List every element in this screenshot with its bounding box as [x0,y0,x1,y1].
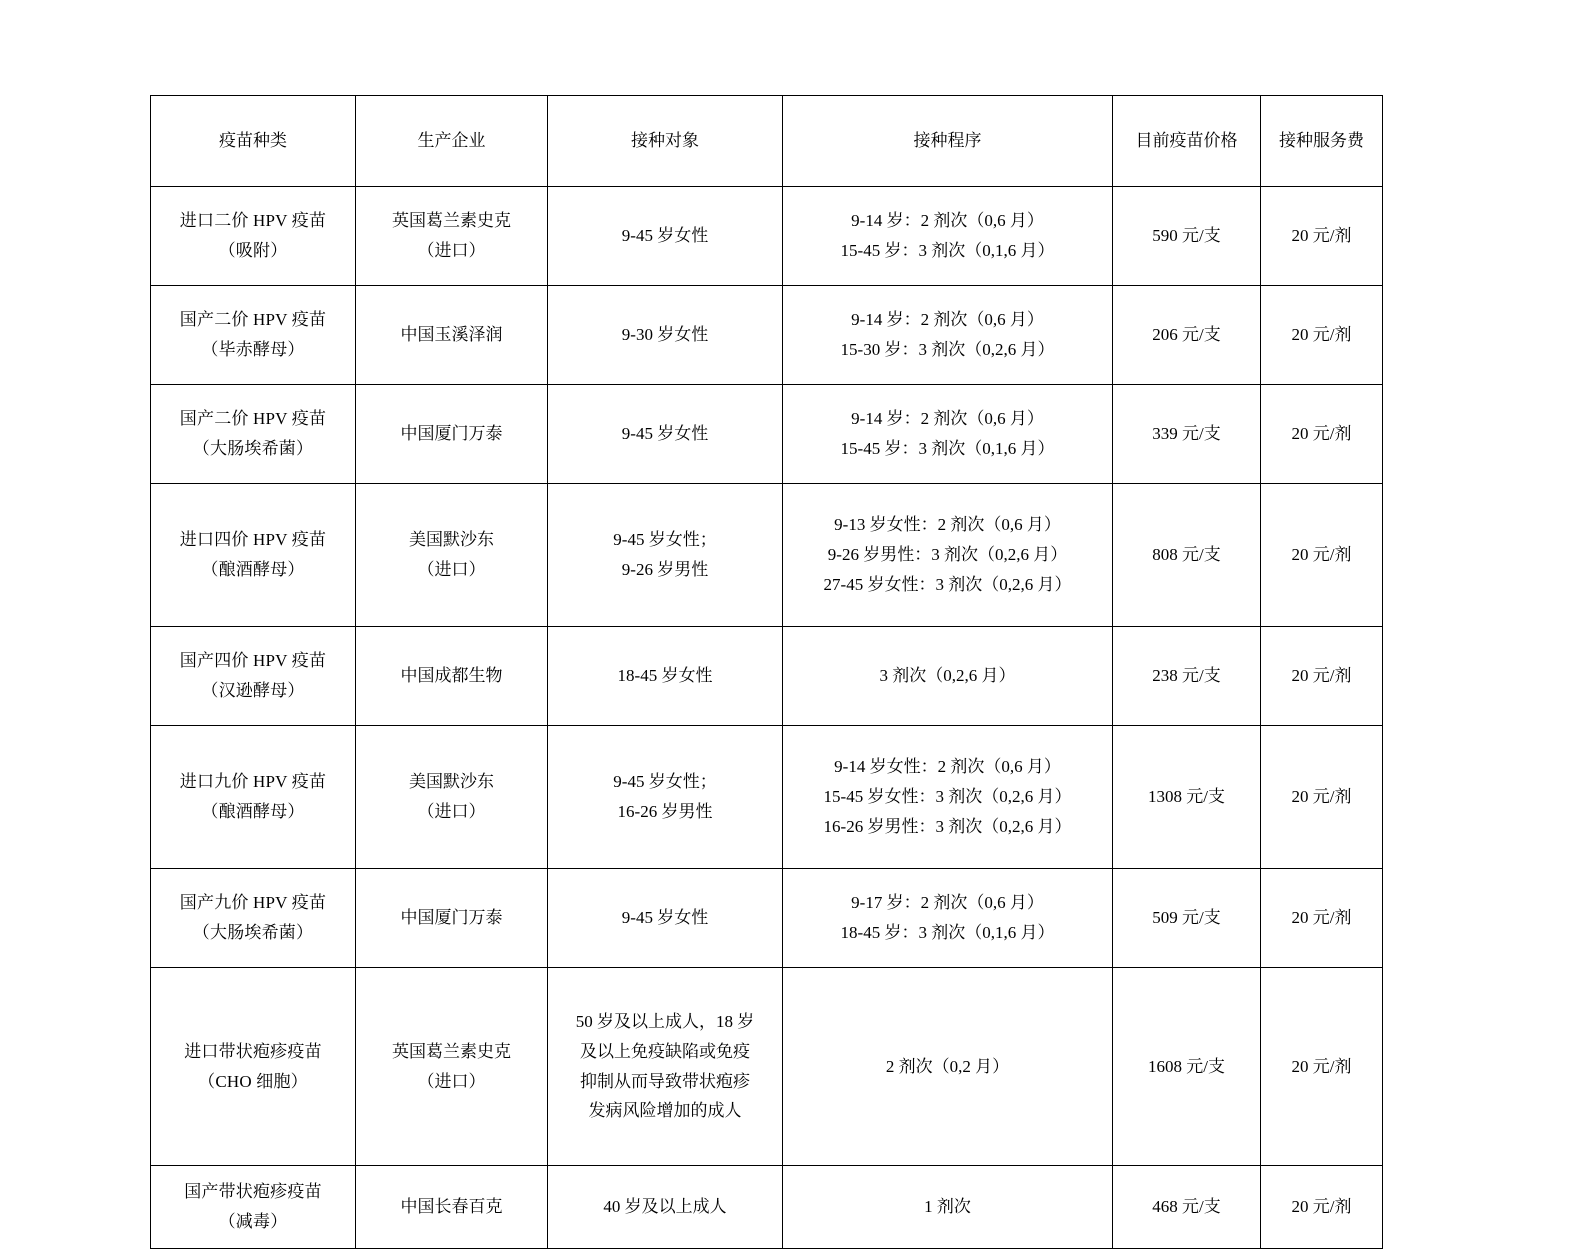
cell-vaccine-type: 国产九价 HPV 疫苗 （大肠埃希菌） [151,869,356,968]
table-row [151,385,1383,484]
cell-target-group: 9-45 岁女性 [548,187,783,286]
cell-manufacturer: 美国默沙东 （进口） [356,726,548,869]
table-header [151,96,1383,187]
cell-schedule: 9-14 岁：2 剂次（0,6 月） 15-45 岁：3 剂次（0,1,6 月） [783,385,1113,484]
cell-service-fee: 20 元/剂 [1261,726,1383,869]
cell-schedule: 9-14 岁：2 剂次（0,6 月） 15-30 岁：3 剂次（0,2,6 月） [783,286,1113,385]
cell-service-fee: 20 元/剂 [1261,484,1383,627]
cell-service-fee: 20 元/剂 [1261,627,1383,726]
cell-manufacturer: 中国长春百克 [356,1166,548,1249]
cell-vaccine-type: 进口九价 HPV 疫苗 （酿酒酵母） [151,726,356,869]
table-row [151,1166,1383,1249]
cell-schedule: 9-14 岁女性：2 剂次（0,6 月） 15-45 岁女性：3 剂次（0,2,6 月） 16-26 岁男性：3 剂次（0,2,6 月） [783,726,1113,869]
cell-target-group: 9-45 岁女性 [548,385,783,484]
cell-service-fee: 20 元/剂 [1261,968,1383,1166]
table-header-row [151,96,1383,187]
cell-manufacturer: 中国玉溪泽润 [356,286,548,385]
column-header-target-group: 接种对象 [548,96,783,187]
cell-service-fee: 20 元/剂 [1261,869,1383,968]
cell-service-fee: 20 元/剂 [1261,286,1383,385]
cell-price: 590 元/支 [1113,187,1261,286]
cell-schedule: 9-17 岁：2 剂次（0,6 月） 18-45 岁：3 剂次（0,1,6 月） [783,869,1113,968]
cell-manufacturer: 中国厦门万泰 [356,385,548,484]
cell-target-group: 9-45 岁女性 [548,869,783,968]
cell-target-group: 9-45 岁女性； 16-26 岁男性 [548,726,783,869]
cell-vaccine-type: 进口带状疱疹疫苗 （CHO 细胞） [151,968,356,1166]
cell-vaccine-type: 进口四价 HPV 疫苗 （酿酒酵母） [151,484,356,627]
cell-vaccine-type: 国产带状疱疹疫苗 （减毒） [151,1166,356,1249]
cell-price: 339 元/支 [1113,385,1261,484]
cell-target-group: 18-45 岁女性 [548,627,783,726]
cell-schedule: 9-13 岁女性：2 剂次（0,6 月） 9-26 岁男性：3 剂次（0,2,6 月） 27-45 岁女性：3 剂次（0,2,6 月） [783,484,1113,627]
cell-vaccine-type: 国产二价 HPV 疫苗 （大肠埃希菌） [151,385,356,484]
column-header-vaccine-type: 疫苗种类 [151,96,356,187]
cell-manufacturer: 英国葛兰素史克 （进口） [356,968,548,1166]
cell-target-group: 50 岁及以上成人，18 岁 及以上免疫缺陷或免疫 抑制从而导致带状疱疹 发病风险增加的成人 [548,968,783,1166]
column-header-price: 目前疫苗价格 [1113,96,1261,187]
cell-target-group: 9-30 岁女性 [548,286,783,385]
cell-manufacturer: 中国成都生物 [356,627,548,726]
column-header-service-fee: 接种服务费 [1261,96,1383,187]
column-header-schedule: 接种程序 [783,96,1113,187]
cell-schedule: 2 剂次（0,2 月） [783,968,1113,1166]
cell-price: 1608 元/支 [1113,968,1261,1166]
cell-vaccine-type: 国产二价 HPV 疫苗 （毕赤酵母） [151,286,356,385]
table-row [151,968,1383,1166]
cell-price: 206 元/支 [1113,286,1261,385]
cell-price: 808 元/支 [1113,484,1261,627]
table-row [151,187,1383,286]
table-row [151,484,1383,627]
column-header-manufacturer: 生产企业 [356,96,548,187]
cell-manufacturer: 美国默沙东 （进口） [356,484,548,627]
cell-service-fee: 20 元/剂 [1261,1166,1383,1249]
cell-price: 238 元/支 [1113,627,1261,726]
table-body [151,187,1383,1249]
cell-price: 509 元/支 [1113,869,1261,968]
cell-schedule: 1 剂次 [783,1166,1113,1249]
table-row [151,726,1383,869]
cell-target-group: 40 岁及以上成人 [548,1166,783,1249]
cell-target-group: 9-45 岁女性； 9-26 岁男性 [548,484,783,627]
table-row [151,286,1383,385]
cell-price: 468 元/支 [1113,1166,1261,1249]
vaccine-price-table [150,95,1383,1249]
table-row [151,869,1383,968]
table-row [151,627,1383,726]
cell-service-fee: 20 元/剂 [1261,385,1383,484]
cell-service-fee: 20 元/剂 [1261,187,1383,286]
cell-schedule: 9-14 岁：2 剂次（0,6 月） 15-45 岁：3 剂次（0,1,6 月） [783,187,1113,286]
cell-manufacturer: 中国厦门万泰 [356,869,548,968]
cell-price: 1308 元/支 [1113,726,1261,869]
cell-vaccine-type: 进口二价 HPV 疫苗 （吸附） [151,187,356,286]
cell-vaccine-type: 国产四价 HPV 疫苗 （汉逊酵母） [151,627,356,726]
cell-manufacturer: 英国葛兰素史克 （进口） [356,187,548,286]
cell-schedule: 3 剂次（0,2,6 月） [783,627,1113,726]
